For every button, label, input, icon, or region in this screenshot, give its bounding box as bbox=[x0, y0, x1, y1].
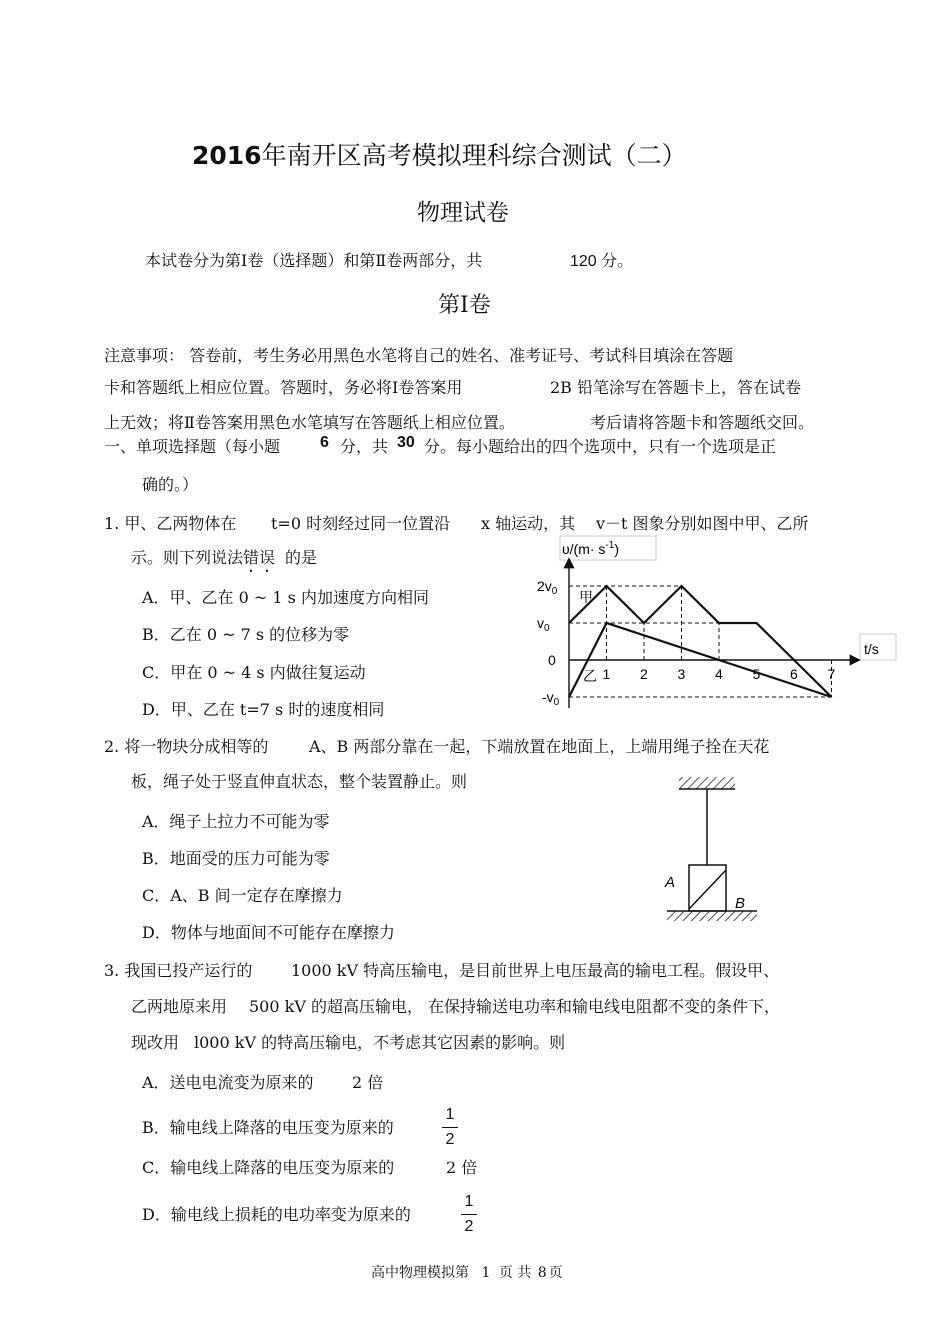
q2-option-b: B．地面受的压力可能为零 bbox=[142, 849, 330, 868]
q3-stem-line2-b: 500 kV 的超高压输电， 在保持输送电功率和输电线电阻都不变的条件下， bbox=[249, 997, 781, 1016]
q1-stem-line2-c: 的是 bbox=[285, 548, 318, 567]
q1-option-b: B．乙在 0 ~ 7 s 的位移为零 bbox=[142, 625, 350, 644]
section-one-text-a: 一、单项选择题（每小题 bbox=[104, 437, 281, 456]
q1-option-a: A．甲、乙在 0 ~ 1 s 内加速度方向相同 bbox=[142, 588, 429, 607]
exam-title bbox=[192, 136, 687, 172]
section-one-text-line2: 确的。） bbox=[142, 475, 199, 494]
q1-stem-a: 1. 甲、乙两物体在 bbox=[104, 514, 237, 533]
q3-option-d-fraction bbox=[461, 1191, 477, 1238]
page-footer bbox=[371, 1262, 563, 1282]
fraction-denominator: 2 bbox=[464, 1218, 474, 1235]
q1-option-d: D．甲、乙在 t=7 s 时的速度相同 bbox=[142, 700, 385, 719]
y-tick-label: $2v_0$ bbox=[537, 578, 558, 597]
q3-option-d: D．输电线上损耗的电功率变为原来的 bbox=[142, 1205, 411, 1224]
exam-intro-text: 本试卷分为第Ⅰ卷（选择题）和第Ⅱ卷两部分，共 bbox=[145, 251, 483, 270]
fraction-numerator: 1 bbox=[445, 1106, 455, 1123]
q2-option-d: D．物体与地面间不可能存在摩擦力 bbox=[142, 923, 395, 942]
x-tick-label: 7 bbox=[827, 666, 836, 682]
q2-stem-line2: 板，绳子处于竖直伸直状态，整个装置静止。则 bbox=[131, 772, 468, 791]
q2-stem-a: 2. 将一物块分成相等的 bbox=[104, 737, 269, 756]
section-one-score-total: 30 bbox=[397, 434, 415, 451]
q3-option-b-fraction bbox=[442, 1104, 458, 1151]
q1-stem-d: v－t 图象分别如图中甲、乙所 bbox=[596, 514, 809, 533]
q2-option-a: A．绳子上拉力不可能为零 bbox=[142, 812, 330, 831]
section-one-score-each: 6 bbox=[320, 434, 329, 451]
x-tick-label: 2 bbox=[640, 666, 648, 682]
fraction-denominator: 2 bbox=[445, 1131, 455, 1148]
fraction-bar bbox=[442, 1127, 458, 1128]
exam-intro bbox=[145, 248, 482, 271]
y-tick-label: $v_0$ bbox=[537, 615, 550, 634]
label-a: A bbox=[665, 874, 676, 891]
ground bbox=[667, 911, 757, 921]
y-axis-label: $\upsilon/(m\cdot s^{-1})$ bbox=[562, 540, 619, 557]
q3-stem-a: 3. 我国已投产运行的 bbox=[104, 961, 253, 980]
section-one-text-b: 分，共 bbox=[340, 437, 389, 456]
x-tick-label: 4 bbox=[715, 666, 723, 682]
q3-option-b: B．输电线上降落的电压变为原来的 bbox=[142, 1118, 394, 1137]
fraction-numerator: 1 bbox=[464, 1193, 474, 1210]
y-tick-label: 0 bbox=[548, 652, 556, 668]
notice-line-3b: 考后请将答题卡和答题纸交回。 bbox=[590, 413, 815, 432]
block-split bbox=[689, 870, 726, 909]
x-tick-label: 5 bbox=[752, 666, 761, 682]
q1-stem-line2 bbox=[131, 545, 317, 576]
q2-option-c: C．A、B 间一定存在摩擦力 bbox=[142, 886, 343, 905]
q2-stem-b: A、B 两部分靠在一起，下端放置在地面上，上端用绳子拴在天花 bbox=[309, 737, 770, 756]
label-b: B bbox=[735, 895, 746, 912]
notice-line-2b: 2B 铅笔涂写在答题卡上，答在试卷 bbox=[550, 378, 802, 397]
q3-stem-line2-a: 乙两地原来用 bbox=[131, 997, 228, 1016]
q1-vt-graph bbox=[530, 530, 900, 715]
footer-page: 1 bbox=[481, 1265, 491, 1281]
q1-stem-emphasis: 错误 bbox=[243, 548, 276, 567]
footer-total: 8 bbox=[537, 1265, 547, 1281]
notice-line-3: 上无效；将Ⅱ卷答案用黑色水笔填写在答题纸上相应位置。 bbox=[104, 413, 515, 432]
q3-stem-line3-a: 现改用 bbox=[131, 1033, 180, 1052]
q3-stem-b: 1000 kV 特高压输电，是目前世界上电压最高的输电工程。假设甲、 bbox=[291, 961, 780, 980]
label-jia: 甲 bbox=[579, 589, 593, 605]
section-one-heading bbox=[104, 434, 280, 457]
exam-intro-score: 120 分。 bbox=[570, 253, 634, 270]
footer-end: 页 bbox=[548, 1265, 563, 1281]
exam-title-year: 2016 bbox=[192, 141, 262, 170]
q3-option-a: A．送电电流变为原来的 bbox=[142, 1073, 314, 1092]
q3-stem-line3-b: l000 kV 的特高压输电，不考虑其它因素的影响。则 bbox=[194, 1033, 566, 1052]
q3-option-c: C．输电线上降落的电压变为原来的 bbox=[142, 1158, 395, 1177]
q1-option-c: C．甲在 0 ~ 4 s 内做往复运动 bbox=[142, 663, 366, 682]
exam-subtitle: 物理试卷 bbox=[417, 200, 509, 226]
footer-mid: 页 共 bbox=[498, 1265, 532, 1281]
notice-line-1: 注意事项： 答卷前，考生务必用黑色水笔将自己的姓名、准考证号、考试科目填涂在答题 bbox=[104, 346, 734, 365]
x-tick-label: 6 bbox=[790, 666, 798, 682]
x-tick-label: 3 bbox=[677, 666, 686, 682]
q1-stem-c: x 轴运动，其 bbox=[481, 514, 576, 533]
q3-option-a-value: 2 倍 bbox=[352, 1073, 384, 1092]
footer-text: 高中物理模拟第 bbox=[371, 1265, 469, 1281]
notice-line-2: 卡和答题纸上相应位置。答题时，务必将Ⅰ卷答案用 bbox=[104, 378, 463, 397]
x-tick-label: 1 bbox=[602, 666, 611, 682]
q1-stem-b: t=0 时刻经过同一位置沿 bbox=[271, 514, 451, 533]
part-one-heading: 第Ⅰ卷 bbox=[438, 293, 491, 318]
q1-stem-line2-a: 示。则下列说法 bbox=[131, 548, 244, 567]
ceiling bbox=[679, 777, 735, 789]
fraction-bar bbox=[461, 1214, 477, 1215]
exam-title-text: 年南开区高考模拟理科综合测试（二） bbox=[261, 141, 687, 170]
q2-block-figure bbox=[655, 770, 785, 930]
q3-option-c-value: 2 倍 bbox=[446, 1158, 478, 1177]
section-one-text-c: 分。每小题给出的四个选项中，只有一个选项是正 bbox=[424, 437, 777, 456]
y-tick-label: $-v_0$ bbox=[542, 689, 560, 708]
label-yi: 乙 bbox=[583, 668, 597, 684]
x-axis-label: t/s bbox=[864, 641, 879, 657]
